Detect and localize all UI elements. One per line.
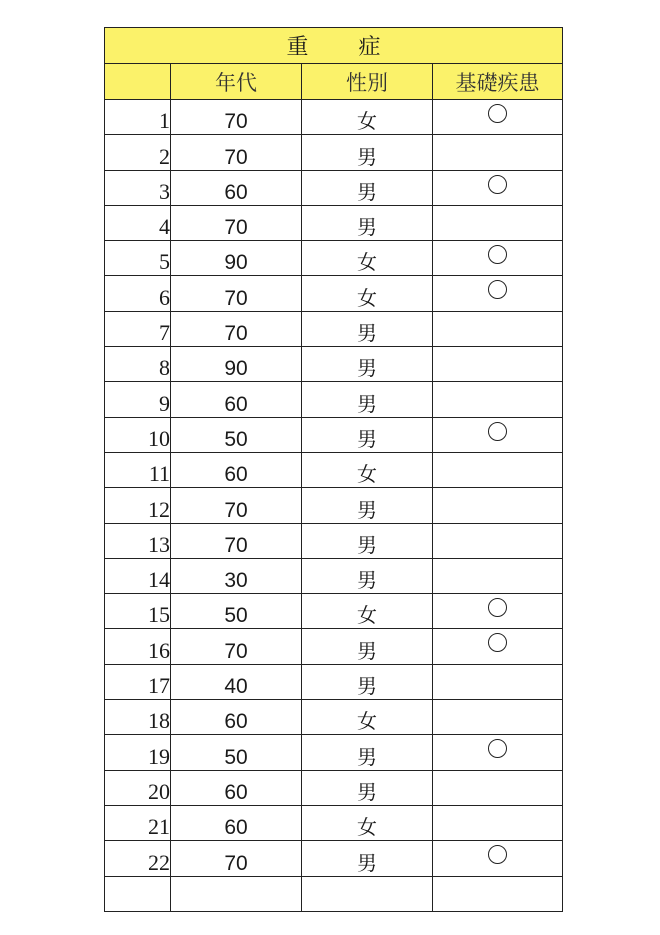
- row-number-cell: 6: [105, 276, 171, 311]
- row-number-cell: 4: [105, 205, 171, 240]
- row-number-cell: 12: [105, 488, 171, 523]
- sex-cell: 女: [302, 594, 433, 629]
- table-row: [105, 876, 563, 911]
- age-cell: [171, 876, 302, 911]
- row-number-cell: 1: [105, 100, 171, 135]
- sex-cell: 男: [302, 664, 433, 699]
- sex-cell: 男: [302, 558, 433, 593]
- row-number-cell: [105, 876, 171, 911]
- table-row: [105, 558, 563, 593]
- header-age: 年代: [171, 64, 302, 100]
- row-number-cell: 9: [105, 382, 171, 417]
- age-cell: 90: [171, 347, 302, 382]
- row-number-cell: 19: [105, 735, 171, 770]
- underlying-condition-cell: [433, 488, 563, 523]
- age-cell: 50: [171, 594, 302, 629]
- table-row: [105, 452, 563, 487]
- age-cell: 30: [171, 558, 302, 593]
- header-row: [105, 64, 563, 100]
- age-cell: 60: [171, 382, 302, 417]
- underlying-condition-cell: [433, 805, 563, 840]
- circle-mark-icon: [488, 175, 507, 194]
- sex-cell: 女: [302, 452, 433, 487]
- table-row: [105, 770, 563, 805]
- table-row: [105, 805, 563, 840]
- row-number-cell: 14: [105, 558, 171, 593]
- row-number-cell: 16: [105, 629, 171, 664]
- sex-cell: 女: [302, 276, 433, 311]
- row-number-cell: 18: [105, 700, 171, 735]
- table-row: [105, 735, 563, 770]
- age-cell: 70: [171, 205, 302, 240]
- underlying-condition-cell: [433, 417, 563, 452]
- underlying-condition-cell: [433, 770, 563, 805]
- table-body: [105, 100, 563, 912]
- underlying-condition-cell: [433, 664, 563, 699]
- sex-cell: 男: [302, 488, 433, 523]
- row-number-cell: 7: [105, 311, 171, 346]
- age-cell: 70: [171, 135, 302, 170]
- row-number-cell: 3: [105, 170, 171, 205]
- sex-cell: 男: [302, 382, 433, 417]
- underlying-condition-cell: [433, 594, 563, 629]
- age-cell: 70: [171, 523, 302, 558]
- age-cell: 70: [171, 841, 302, 876]
- sex-cell: 男: [302, 735, 433, 770]
- table-row: [105, 664, 563, 699]
- severe-cases-table: [104, 27, 563, 912]
- table-row: [105, 417, 563, 452]
- circle-mark-icon: [488, 104, 507, 123]
- table-row: [105, 170, 563, 205]
- circle-mark-icon: [488, 845, 507, 864]
- sex-cell: 男: [302, 417, 433, 452]
- sex-cell: 男: [302, 170, 433, 205]
- underlying-condition-cell: [433, 100, 563, 135]
- table-row: [105, 276, 563, 311]
- row-number-cell: 21: [105, 805, 171, 840]
- circle-mark-icon: [488, 633, 507, 652]
- age-cell: 70: [171, 629, 302, 664]
- sex-cell: [302, 876, 433, 911]
- table-row: [105, 100, 563, 135]
- underlying-condition-cell: [433, 241, 563, 276]
- underlying-condition-cell: [433, 841, 563, 876]
- table-row: [105, 205, 563, 240]
- header-sex: 性別: [302, 64, 433, 100]
- underlying-condition-cell: [433, 382, 563, 417]
- header-underlying: 基礎疾患: [433, 64, 563, 100]
- row-number-cell: 15: [105, 594, 171, 629]
- sex-cell: 男: [302, 629, 433, 664]
- table-row: [105, 594, 563, 629]
- circle-mark-icon: [488, 598, 507, 617]
- age-cell: 60: [171, 700, 302, 735]
- age-cell: 60: [171, 170, 302, 205]
- underlying-condition-cell: [433, 347, 563, 382]
- row-number-cell: 22: [105, 841, 171, 876]
- underlying-condition-cell: [433, 452, 563, 487]
- row-number-cell: 5: [105, 241, 171, 276]
- sex-cell: 女: [302, 700, 433, 735]
- age-cell: 40: [171, 664, 302, 699]
- age-cell: 50: [171, 735, 302, 770]
- table-row: [105, 629, 563, 664]
- underlying-condition-cell: [433, 311, 563, 346]
- row-number-cell: 10: [105, 417, 171, 452]
- sex-cell: 男: [302, 347, 433, 382]
- sex-cell: 男: [302, 135, 433, 170]
- underlying-condition-cell: [433, 170, 563, 205]
- age-cell: 50: [171, 417, 302, 452]
- underlying-condition-cell: [433, 558, 563, 593]
- sex-cell: 男: [302, 311, 433, 346]
- circle-mark-icon: [488, 280, 507, 299]
- circle-mark-icon: [488, 422, 507, 441]
- circle-mark-icon: [488, 739, 507, 758]
- row-number-cell: 17: [105, 664, 171, 699]
- sex-cell: 男: [302, 841, 433, 876]
- age-cell: 60: [171, 770, 302, 805]
- sex-cell: 女: [302, 241, 433, 276]
- table-row: [105, 488, 563, 523]
- age-cell: 70: [171, 311, 302, 346]
- row-number-cell: 2: [105, 135, 171, 170]
- row-number-cell: 20: [105, 770, 171, 805]
- underlying-condition-cell: [433, 205, 563, 240]
- table-row: [105, 523, 563, 558]
- age-cell: 70: [171, 100, 302, 135]
- underlying-condition-cell: [433, 523, 563, 558]
- sex-cell: 男: [302, 205, 433, 240]
- row-number-cell: 11: [105, 452, 171, 487]
- age-cell: 60: [171, 452, 302, 487]
- table-row: [105, 841, 563, 876]
- age-cell: 70: [171, 488, 302, 523]
- underlying-condition-cell: [433, 876, 563, 911]
- age-cell: 90: [171, 241, 302, 276]
- underlying-condition-cell: [433, 700, 563, 735]
- table-row: [105, 311, 563, 346]
- row-number-cell: 13: [105, 523, 171, 558]
- table-row: [105, 700, 563, 735]
- table-row: [105, 241, 563, 276]
- table-row: [105, 135, 563, 170]
- table-title: 重 症: [105, 28, 563, 64]
- sex-cell: 男: [302, 523, 433, 558]
- sex-cell: 女: [302, 805, 433, 840]
- sex-cell: 女: [302, 100, 433, 135]
- table-row: [105, 347, 563, 382]
- underlying-condition-cell: [433, 276, 563, 311]
- age-cell: 70: [171, 276, 302, 311]
- underlying-condition-cell: [433, 735, 563, 770]
- header-index: [105, 64, 171, 100]
- row-number-cell: 8: [105, 347, 171, 382]
- underlying-condition-cell: [433, 629, 563, 664]
- circle-mark-icon: [488, 245, 507, 264]
- table-row: [105, 382, 563, 417]
- sex-cell: 男: [302, 770, 433, 805]
- age-cell: 60: [171, 805, 302, 840]
- underlying-condition-cell: [433, 135, 563, 170]
